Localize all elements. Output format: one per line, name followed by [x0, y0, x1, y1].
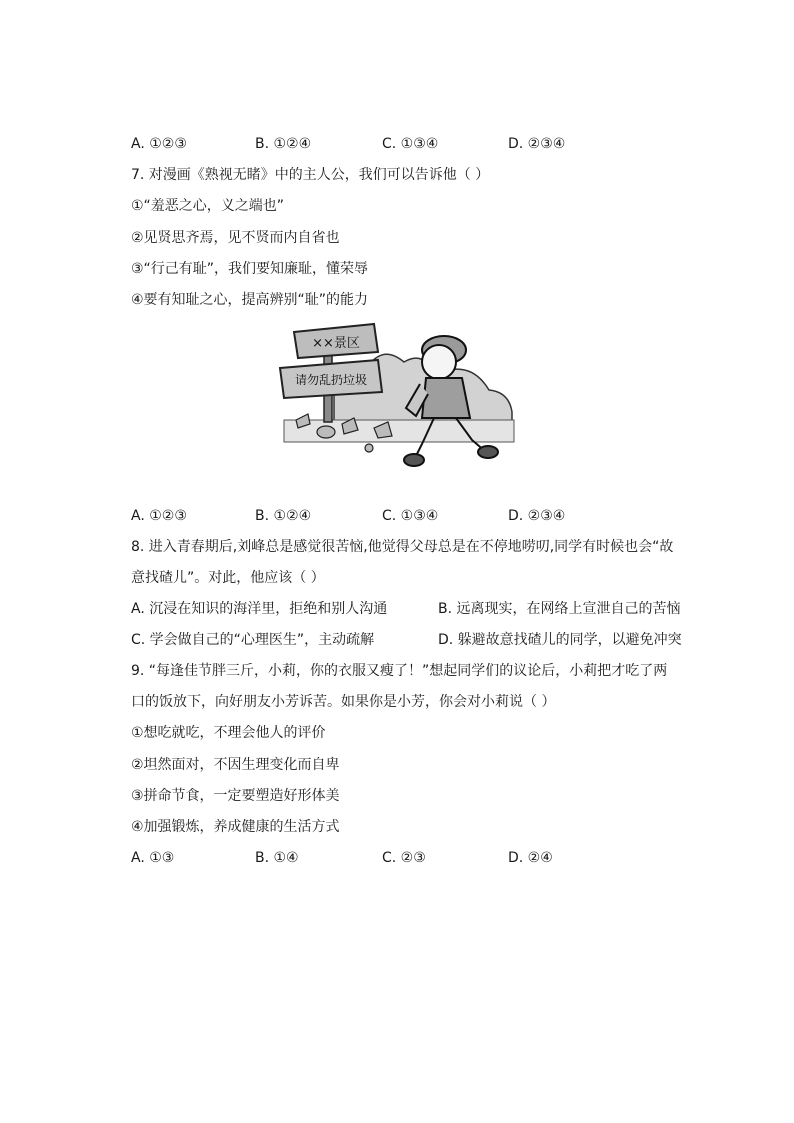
q9-option-c: C. ②③: [382, 850, 426, 866]
q6-option-c: C. ①③④: [382, 136, 439, 152]
q6-option-a: A. ①②③: [131, 136, 187, 152]
q7-stem: 7. 对漫画《熟视无睹》中的主人公，我们可以告诉他（ ）: [131, 167, 490, 183]
q7-option-a: A. ①②③: [131, 508, 187, 524]
q9-statement-1: ①想吃就吃，不理会他人的评价: [131, 725, 326, 741]
q9-options: [131, 848, 691, 868]
q9-statement-4: ④加强锻炼，养成健康的生活方式: [131, 819, 340, 835]
q7-statement-2: ②见贤思齐焉，见不贤而内自省也: [131, 230, 340, 246]
q9-statement-2: ②坦然面对，不因生理变化而自卑: [131, 757, 340, 773]
q8-option-d: D. 躲避故意找碴儿的同学，以避免冲突: [438, 632, 682, 648]
q8-stem-line2: 意找碴儿”。对此，他应该（ ）: [131, 570, 325, 586]
q8-options-row2: [131, 630, 691, 650]
shirt: [422, 378, 470, 418]
q7-statement-3: ③“行己有耻”，我们要知廉耻，懂荣辱: [131, 261, 369, 277]
q8-option-b: B. 远离现实，在网络上宣泄自己的苦恼: [438, 601, 681, 617]
q9-stem-line1: 9. “每逢佳节胖三斤，小莉，你的衣服又瘦了！”想起同学们的议论后，小莉把才吃了两: [131, 663, 668, 679]
q9-option-d: D. ②④: [508, 850, 553, 866]
q7-statement-1: ①“羞恶之心，义之端也”: [131, 198, 285, 214]
q7-statement-4: ④要有知耻之心，提高辨别“耻”的能力: [131, 292, 369, 308]
sign-upper: [294, 324, 378, 358]
q8-option-c: C. 学会做自己的“心理医生”，主动疏解: [131, 632, 375, 648]
q6-option-b: B. ①②④: [255, 136, 312, 152]
q7-option-c: C. ①③④: [382, 508, 439, 524]
q7-option-d: D. ②③④: [508, 508, 566, 524]
q9-option-a: A. ①③: [131, 850, 175, 866]
sign-bottom-text: 请勿乱扔垃圾: [294, 373, 368, 387]
q8-option-a: A. 沉浸在知识的海洋里，拒绝和别人沟通: [131, 601, 388, 617]
q7-options: [131, 506, 691, 526]
q6-option-d: D. ②③④: [508, 136, 566, 152]
q9-statement-3: ③拼命节食，一定要塑造好形体美: [131, 788, 340, 804]
cartoon-illustration: [274, 320, 524, 470]
sign-top-text: ××景区: [312, 336, 360, 351]
q8-options-row1: [131, 599, 691, 619]
q9-option-b: B. ①④: [255, 850, 299, 866]
q8-stem-line1: 8. 进入青春期后,刘峰总是感觉很苦恼,他觉得父母总是在不停地唠叨,同学有时候也会“故: [131, 539, 674, 555]
q7-option-b: B. ①②④: [255, 508, 312, 524]
q9-stem-line2: 口的饭放下，向好朋友小芳诉苦。如果你是小芳，你会对小莉说（ ）: [131, 694, 556, 710]
sign-lower: [280, 360, 382, 398]
q6-options: [131, 134, 691, 154]
